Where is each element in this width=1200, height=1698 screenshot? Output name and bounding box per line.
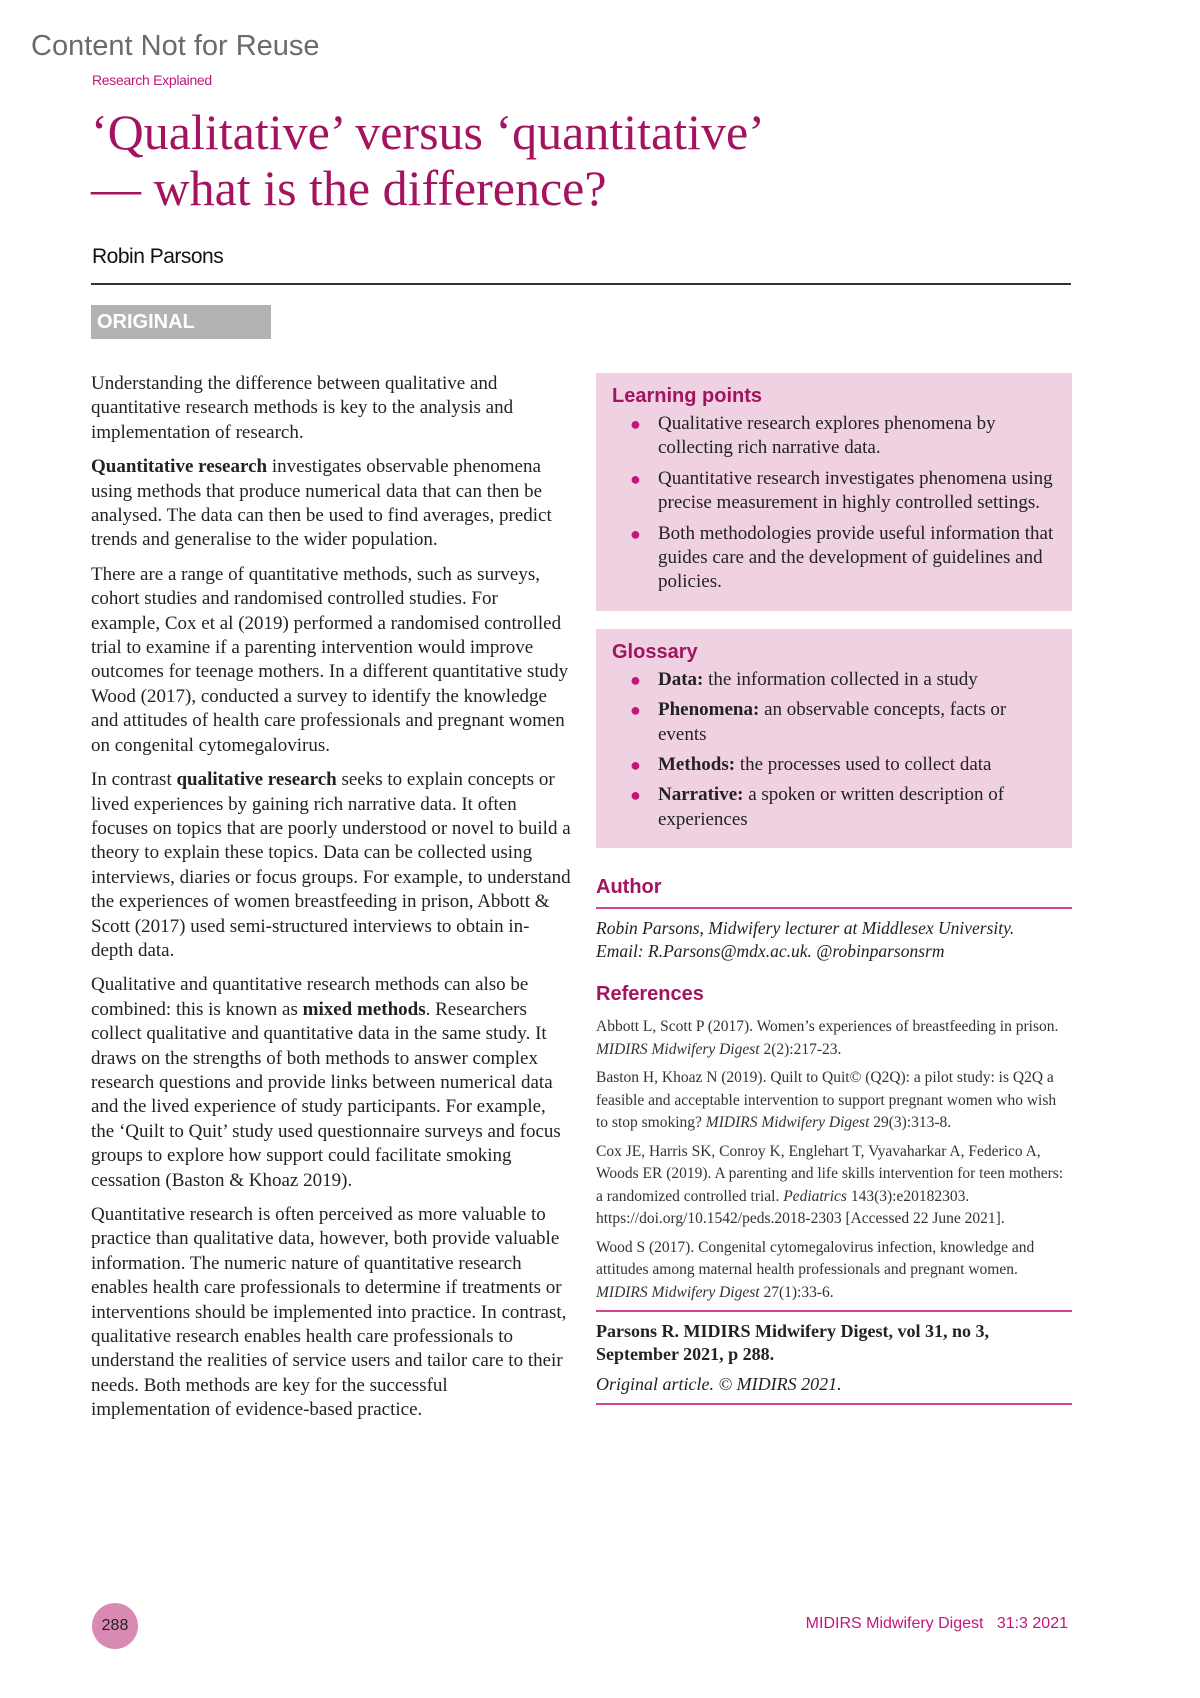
paragraph-text: Qualitative and quantitative research methods can also be combined: this is known as	[91, 974, 529, 1020]
learning-points-box	[596, 373, 1072, 611]
ref-text: 143(3):e20182303. https://doi.org/10.1542/peds.2018-2303 [Accessed 22 June 2021].	[596, 1187, 1005, 1228]
title-line-1: ‘Qualitative’ versus ‘quantitative’	[91, 104, 765, 160]
glossary-def: a spoken or written description of experiences	[658, 784, 1005, 830]
ref-text: 27(1):33-6.	[759, 1283, 834, 1301]
sidebar-column	[596, 373, 1072, 1405]
bullet-icon: ●	[630, 669, 641, 690]
glossary-def: an observable concepts, facts or events	[658, 699, 1007, 745]
ref-journal: MIDIRS Midwifery Digest	[596, 1040, 760, 1058]
bullet-icon: ●	[630, 523, 641, 544]
ref-text: Wood S (2017). Congenital cytomegalovirus infection, knowledge and attitudes among maternal health professionals and pregnant women.	[596, 1238, 1035, 1279]
glossary-item	[612, 783, 1056, 832]
paragraph: There are a range of quantitative methods, such as surveys, cohort studies and randomised controlled studies. For example, Cox et al (2019) performed a randomised controlled trial to examine if a parenting intervention would improve outcomes for teenage mothers. In a different quantitative study Wood (2017), conducted a survey to identify the knowledge and attitudes of health care professionals and pregnant women on congenital cytomegalovirus.	[91, 563, 569, 756]
citation-divider	[596, 1310, 1072, 1312]
glossary-def: the processes used to collect data	[735, 754, 992, 776]
author-contact: Email: R.Parsons@mdx.ac.uk. @robinparsonsrm	[596, 941, 945, 962]
ref-text: Baston H, Khoaz N (2019). Quilt to Quit© (Q2Q): a pilot study: is Q2Q a feasible and acceptable intervention to support pregnant women who wish to stop smoking?	[596, 1069, 1057, 1132]
references-list	[596, 1016, 1072, 1304]
ref-text: Abbott L, Scott P (2017). Women’s experiences of breastfeeding in prison.	[596, 1018, 1059, 1036]
ref-journal: Pediatrics	[783, 1187, 847, 1205]
paragraph-text: seeks to explain concepts or lived experiences by gaining rich narrative data. It often focuses on topics that are poorly understood or novel to build a theory to explain these topics. Data can be collected using interviews, diaries or focus groups. For example, to understand the experiences of women breastfeeding in prison, Abbott & Scott (2017) used semi-structured interviews to obtain in-depth data.	[91, 769, 571, 961]
paragraph	[91, 455, 571, 553]
glossary-heading: Glossary	[612, 640, 698, 663]
bullet-icon: ●	[630, 700, 641, 721]
reference-item	[596, 1141, 1072, 1231]
references-heading: References	[596, 983, 704, 1006]
header-divider	[91, 283, 1071, 285]
bold-term: mixed methods	[302, 998, 426, 1020]
ref-journal: MIDIRS Midwifery Digest	[596, 1283, 760, 1301]
list-item-text: Both methodologies provide useful information that guides care and the development of guidelines and policies.	[658, 522, 1054, 593]
citation: Parsons R. MIDIRS Midwifery Digest, vol 31, no 3, September 2021, p 288.	[596, 1321, 989, 1365]
reference-item	[596, 1067, 1072, 1135]
original-note: Original article. © MIDIRS 2021.	[596, 1374, 842, 1395]
glossary-term: Phenomena:	[658, 699, 760, 721]
body-column	[91, 372, 571, 1433]
bullet-icon: ●	[630, 755, 641, 776]
glossary-term: Methods:	[658, 754, 736, 776]
glossary-term: Data:	[658, 668, 704, 690]
paragraph: Understanding the difference between qualitative and quantitative research methods is key to the analysis and implementation of research.	[91, 373, 514, 443]
author-name: Robin Parsons	[92, 245, 224, 268]
author-affiliation: Robin Parsons, Midwifery lecturer at Middlesex University.	[596, 918, 1015, 939]
list-item-text: Qualitative research explores phenomena by collecting rich narrative data.	[658, 413, 996, 459]
author-info	[596, 917, 1072, 963]
author-divider	[596, 907, 1072, 909]
glossary-box	[596, 629, 1072, 848]
paragraph-text: In contrast	[91, 769, 177, 791]
article-type-badge: ORIGINAL	[91, 305, 271, 339]
page-number: 288	[92, 1603, 138, 1649]
bullet-icon: ●	[630, 785, 641, 806]
bold-term: qualitative research	[176, 769, 337, 791]
glossary-item	[612, 668, 1056, 692]
citation-bottom-divider	[596, 1403, 1072, 1405]
paragraph-text: investigates observable phenomena using methods that produce numerical data that can then be analysed. The data can then be used to find averages, predict trends and generalise to the wider population.	[91, 456, 552, 551]
list-item-text: Quantitative research investigates phenomena using precise measurement in highly controlled settings.	[658, 467, 1053, 514]
ref-text: 29(3):313-8.	[869, 1114, 952, 1132]
ref-text: Cox JE, Harris SK, Conroy K, Englehart T, Vyavaharkar A, Federico A, Woods ER (2019). A parenting and life skills intervention for teen mothers: a randomized controlled trial.	[596, 1142, 1064, 1205]
reference-item	[596, 1237, 1072, 1305]
title-line-2: — what is the difference?	[91, 160, 607, 216]
bold-term: Quantitative research	[91, 456, 268, 478]
glossary-item	[612, 698, 1056, 747]
article-title	[91, 104, 765, 216]
paragraph	[91, 973, 571, 1193]
bullet-icon: ●	[630, 414, 641, 434]
ref-text: 2(2):217-23.	[759, 1040, 842, 1058]
glossary-item	[612, 753, 1056, 777]
watermark: Content Not for Reuse	[31, 30, 320, 62]
list-item	[612, 522, 1056, 595]
paragraph	[91, 768, 571, 963]
section-label: Research Explained	[92, 72, 212, 88]
ref-journal: MIDIRS Midwifery Digest	[705, 1114, 870, 1132]
glossary-term: Narrative:	[658, 784, 744, 806]
reference-item	[596, 1016, 1072, 1061]
paragraph: Quantitative research is often perceived as more valuable to practice than qualitative data, however, both provide valuable information. The numeric nature of quantitative research enables health care professionals to determine if treatments or interventions should be implemented into practice. In contrast, qualitative research enables health care professionals to understand the realities of service users and tailor care to their needs. Both methods are key for the successful implementation of evidence-based practice.	[91, 1204, 567, 1421]
bullet-icon: ●	[630, 468, 641, 489]
list-item	[612, 412, 1056, 461]
list-item	[612, 467, 1056, 516]
glossary-def: the information collected in a study	[703, 668, 978, 690]
author-heading: Author	[596, 876, 662, 899]
footer-journal: MIDIRS Midwifery Digest 31:3 2021	[805, 1615, 1068, 1632]
learning-points-heading: Learning points	[612, 385, 762, 407]
paragraph-text: . Researchers collect qualitative and quantitative data in the same study. It draws on the strengths of both methods to answer complex research questions and provide links between numerical data and the lived experience of study participants. For example, the ‘Quilt to Quit’ study used questionnaire surveys and focus groups to explore how support could facilitate smoking cessation (Baston & Khoaz 2019).	[91, 998, 561, 1191]
